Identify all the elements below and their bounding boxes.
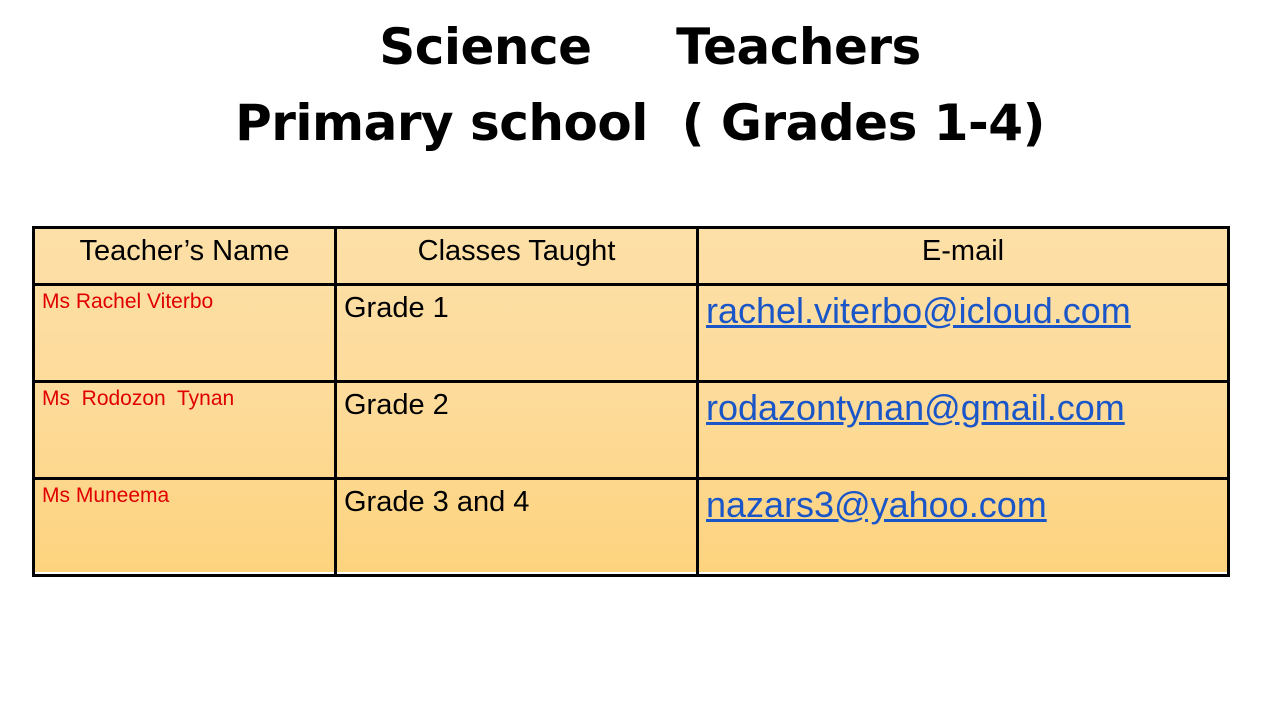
classes-cell	[336, 285, 698, 382]
email-cell	[698, 382, 1229, 479]
classes-cell	[336, 479, 698, 576]
table-row	[34, 479, 1229, 576]
header-teacher-name: Teacher’s Name	[34, 228, 336, 285]
teacher-name-cell	[34, 285, 336, 382]
classes-taught: Grade 1	[344, 292, 449, 324]
teacher-name: Ms Rodozon Tynan	[42, 387, 235, 410]
table-row	[34, 382, 1229, 479]
teacher-name: Ms Muneema	[42, 484, 170, 507]
teacher-name-cell	[34, 382, 336, 479]
email-link[interactable]: rodazontynan@gmail.com	[706, 387, 1125, 428]
classes-taught: Grade 2	[344, 389, 449, 421]
email-cell	[698, 285, 1229, 382]
table-row	[34, 285, 1229, 382]
teachers-table	[32, 226, 1230, 577]
teacher-name: Ms Rachel Viterbo	[42, 290, 214, 313]
header-classes-taught: Classes Taught	[336, 228, 698, 285]
email-link[interactable]: nazars3@yahoo.com	[706, 484, 1047, 525]
teachers-table-container	[32, 226, 1227, 572]
slide-subtitle: Primary school ( Grades 1-4)	[235, 94, 1045, 152]
header-email: E-mail	[698, 228, 1229, 285]
email-link[interactable]: rachel.viterbo@icloud.com	[706, 290, 1131, 331]
table-header-row	[34, 228, 1229, 285]
email-cell	[698, 479, 1229, 576]
slide-title: Science Teachers	[379, 18, 921, 76]
classes-cell	[336, 382, 698, 479]
classes-taught: Grade 3 and 4	[344, 486, 530, 518]
teacher-name-cell	[34, 479, 336, 576]
